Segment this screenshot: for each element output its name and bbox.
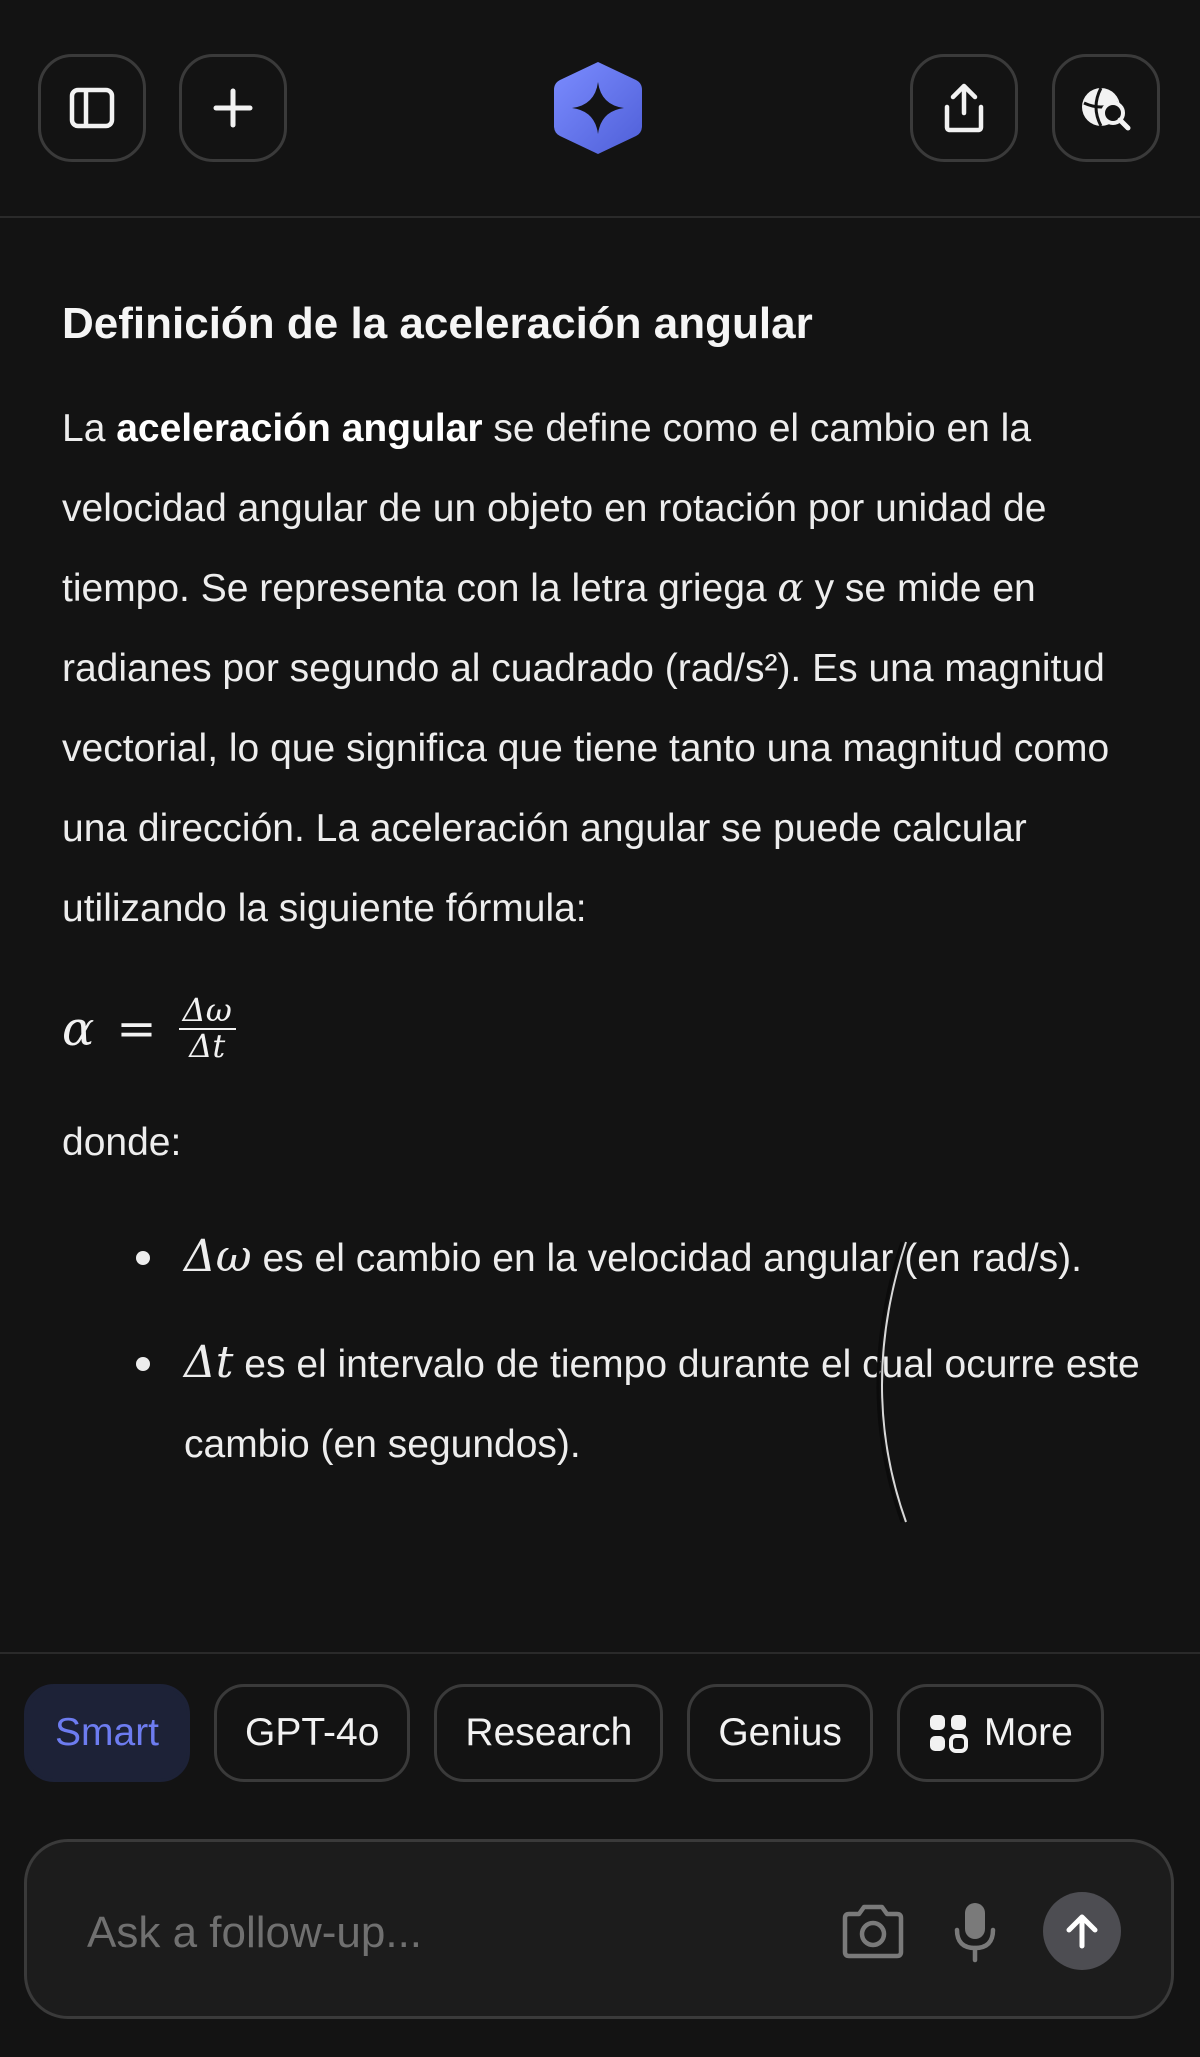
- app-logo: [550, 60, 646, 156]
- language-search-button[interactable]: [1052, 54, 1160, 162]
- sidebar-toggle-icon: [69, 87, 115, 129]
- microphone-icon: [952, 1900, 998, 1964]
- answer-heading: Definición de la aceleración angular: [62, 299, 813, 348]
- globe-search-icon: [1079, 83, 1133, 133]
- mode-chip-research[interactable]: Research: [434, 1684, 663, 1782]
- arrow-up-icon: [1064, 1912, 1100, 1950]
- list-item-text: es el cambio en la velocidad angular (en rad/s).: [251, 1236, 1082, 1280]
- composer: [24, 1839, 1174, 2019]
- paragraph-text: La: [62, 406, 117, 450]
- mode-chip-gpt-4o[interactable]: GPT-4o: [214, 1684, 410, 1782]
- definition-paragraph: [62, 389, 1152, 949]
- follow-up-input[interactable]: [85, 1892, 789, 1974]
- camera-icon: [839, 1904, 907, 1960]
- paragraph-text: y se mide en radianes por segundo al cuadrado (rad/s²). Es una magnitud vectorial, lo que significa que tiene tanto una magnitud como una dirección. La aceleración angular se puede calcular utilizando la siguiente fórmula:: [62, 566, 1110, 930]
- variable-list: [62, 1217, 1152, 1485]
- microphone-button[interactable]: [947, 1894, 1003, 1970]
- list-item: [62, 1217, 1152, 1299]
- formula-denominator: Δt: [189, 1026, 226, 1065]
- paragraph-text: se define como el cambio en la velocidad angular de un objeto en rotación por unidad de tiempo. Se representa con la letra griega: [62, 406, 1047, 610]
- top-bar: [0, 0, 1200, 218]
- mode-chip-more[interactable]: [897, 1684, 1104, 1782]
- list-item-text: es el intervalo de tiempo durante el cual ocurre este cambio (en segundos).: [184, 1342, 1140, 1466]
- mode-chip-smart[interactable]: Smart: [24, 1684, 190, 1782]
- math-symbol: Δω: [184, 1230, 252, 1282]
- sidebar-toggle-button[interactable]: [38, 54, 146, 162]
- formula-equals: =: [116, 1000, 157, 1057]
- share-icon: [941, 83, 987, 133]
- formula-lhs: α: [62, 1000, 95, 1057]
- bold-term: aceleración angular: [116, 406, 483, 450]
- answer-content: [62, 218, 1152, 1652]
- scroll-indicator: [870, 1238, 910, 1526]
- formula-numerator: Δω: [179, 994, 236, 1030]
- mode-selector: [24, 1684, 1104, 1782]
- math-symbol: α: [777, 565, 804, 611]
- send-button[interactable]: [1043, 1892, 1121, 1970]
- list-item: [62, 1323, 1152, 1485]
- mode-chip-more-label: More: [983, 1711, 1073, 1754]
- new-chat-button[interactable]: [179, 54, 287, 162]
- plus-icon: [213, 88, 253, 128]
- bottom-panel: [0, 1652, 1200, 2057]
- apps-grid-icon: [928, 1713, 968, 1753]
- mode-chip-genius[interactable]: Genius: [687, 1684, 873, 1782]
- camera-button[interactable]: [835, 1897, 911, 1967]
- share-button[interactable]: [910, 54, 1018, 162]
- formula-fraction: [179, 991, 236, 1065]
- math-symbol: Δt: [184, 1336, 234, 1388]
- donde-label: donde:: [62, 1120, 182, 1164]
- formula: [62, 989, 1152, 1069]
